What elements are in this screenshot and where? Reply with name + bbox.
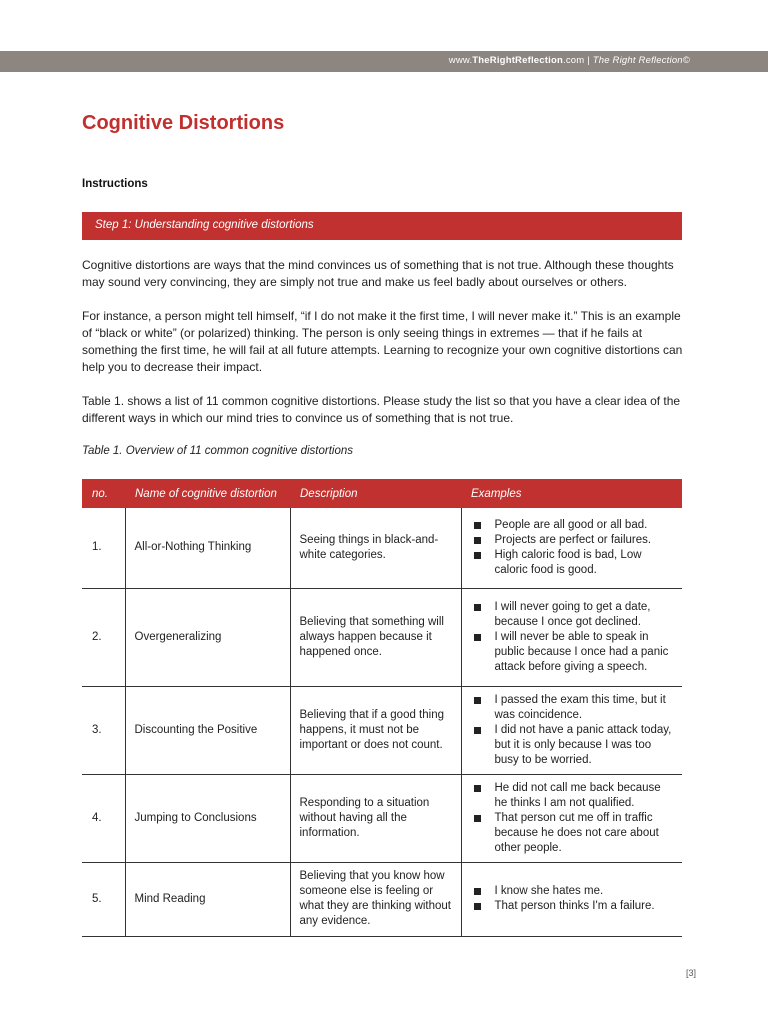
- header-description: Description: [290, 479, 461, 508]
- example-item: High caloric food is bad, Low caloric food is good.: [471, 548, 675, 578]
- row-number: 2.: [82, 588, 125, 686]
- example-item: People are all good or all bad.: [471, 518, 675, 533]
- row-description: Believing that you know how someone else is feeling or what they are thinking without any evidence.: [290, 862, 461, 936]
- row-examples: [461, 686, 682, 774]
- table-caption: Table 1. Overview of 11 common cognitive distortions: [82, 445, 354, 457]
- row-description: Believing that if a good thing happens, it must not be important or does not count.: [290, 686, 461, 774]
- example-item: He did not call me back because he thinks I am not qualified.: [471, 781, 675, 811]
- example-item: I did not have a panic attack today, but it is only because I was too busy to be worried.: [471, 723, 675, 768]
- table-row: [82, 686, 682, 774]
- row-name: Overgeneralizing: [125, 588, 290, 686]
- table-row: [82, 588, 682, 686]
- row-number: 3.: [82, 686, 125, 774]
- row-examples: [461, 774, 682, 862]
- row-examples: [461, 508, 682, 588]
- header-brand: The Right Reflection©: [592, 55, 690, 66]
- example-item: That person cut me off in traffic because he does not care about other people.: [471, 811, 675, 856]
- example-item: That person thinks I'm a failure.: [471, 899, 675, 914]
- example-item: Projects are perfect or failures.: [471, 533, 675, 548]
- row-examples: [461, 588, 682, 686]
- row-description: Seeing things in black-and-white categories.: [290, 508, 461, 588]
- row-number: 4.: [82, 774, 125, 862]
- table-row: [82, 508, 682, 588]
- row-number: 5.: [82, 862, 125, 936]
- header-no: no.: [82, 479, 125, 508]
- paragraph-table-intro: Table 1. shows a list of 11 common cognitive distortions. Please study the list so that you have a clear idea of the different ways in which our mind tries to convince us of something that is not true.: [82, 394, 681, 425]
- example-item: I will never be able to speak in public because I once had a panic attack before giving a speech.: [471, 630, 675, 675]
- row-name: Discounting the Positive: [125, 686, 290, 774]
- header-url-suffix: .com |: [562, 55, 593, 66]
- row-description: Believing that something will always happen because it happened once.: [290, 588, 461, 686]
- paragraph-intro: Cognitive distortions are ways that the mind convinces us of something that is not true. Although these thoughts may sound very convincing, they are simply not true and make us feel badly about ourselves or others.: [82, 258, 674, 289]
- distortions-table: [82, 479, 682, 937]
- row-number: 1.: [82, 508, 125, 588]
- paragraph-example: For instance, a person might tell himself, “if I do not make it the first time, I will never make it.” This is an example of “black or white” (or polarized) thinking. The person is only seeing things in extremes — that if he fails at something the first time, he will fail at all future attempts. Learning to recognize your own cognitive distortions can help you to decrease their impact.: [82, 309, 683, 374]
- example-item: I will never going to get a date, because I once got declined.: [471, 600, 675, 630]
- header-bar: [0, 51, 768, 72]
- example-item: I know she hates me.: [471, 884, 675, 899]
- header-examples: Examples: [461, 479, 682, 508]
- step-banner: [82, 212, 682, 240]
- row-name: All-or-Nothing Thinking: [125, 508, 290, 588]
- header-url-prefix: www.: [448, 55, 473, 66]
- table-header-row: [82, 479, 682, 508]
- row-description: Responding to a situation without having all the information.: [290, 774, 461, 862]
- table-row: [82, 862, 682, 936]
- header-site-name: TheRightReflection: [472, 55, 563, 66]
- example-item: I passed the exam this time, but it was coincidence.: [471, 693, 675, 723]
- page-title: Cognitive Distortions: [82, 112, 285, 134]
- instructions-heading: Instructions: [82, 178, 148, 190]
- row-name: Mind Reading: [125, 862, 290, 936]
- step-label: Step 1: Understanding cognitive distortions: [95, 219, 314, 231]
- header-name: Name of cognitive distortion: [125, 479, 290, 508]
- row-examples: [461, 862, 682, 936]
- page-number: [3]: [686, 968, 697, 978]
- row-name: Jumping to Conclusions: [125, 774, 290, 862]
- header-text: [449, 55, 690, 66]
- table-row: [82, 774, 682, 862]
